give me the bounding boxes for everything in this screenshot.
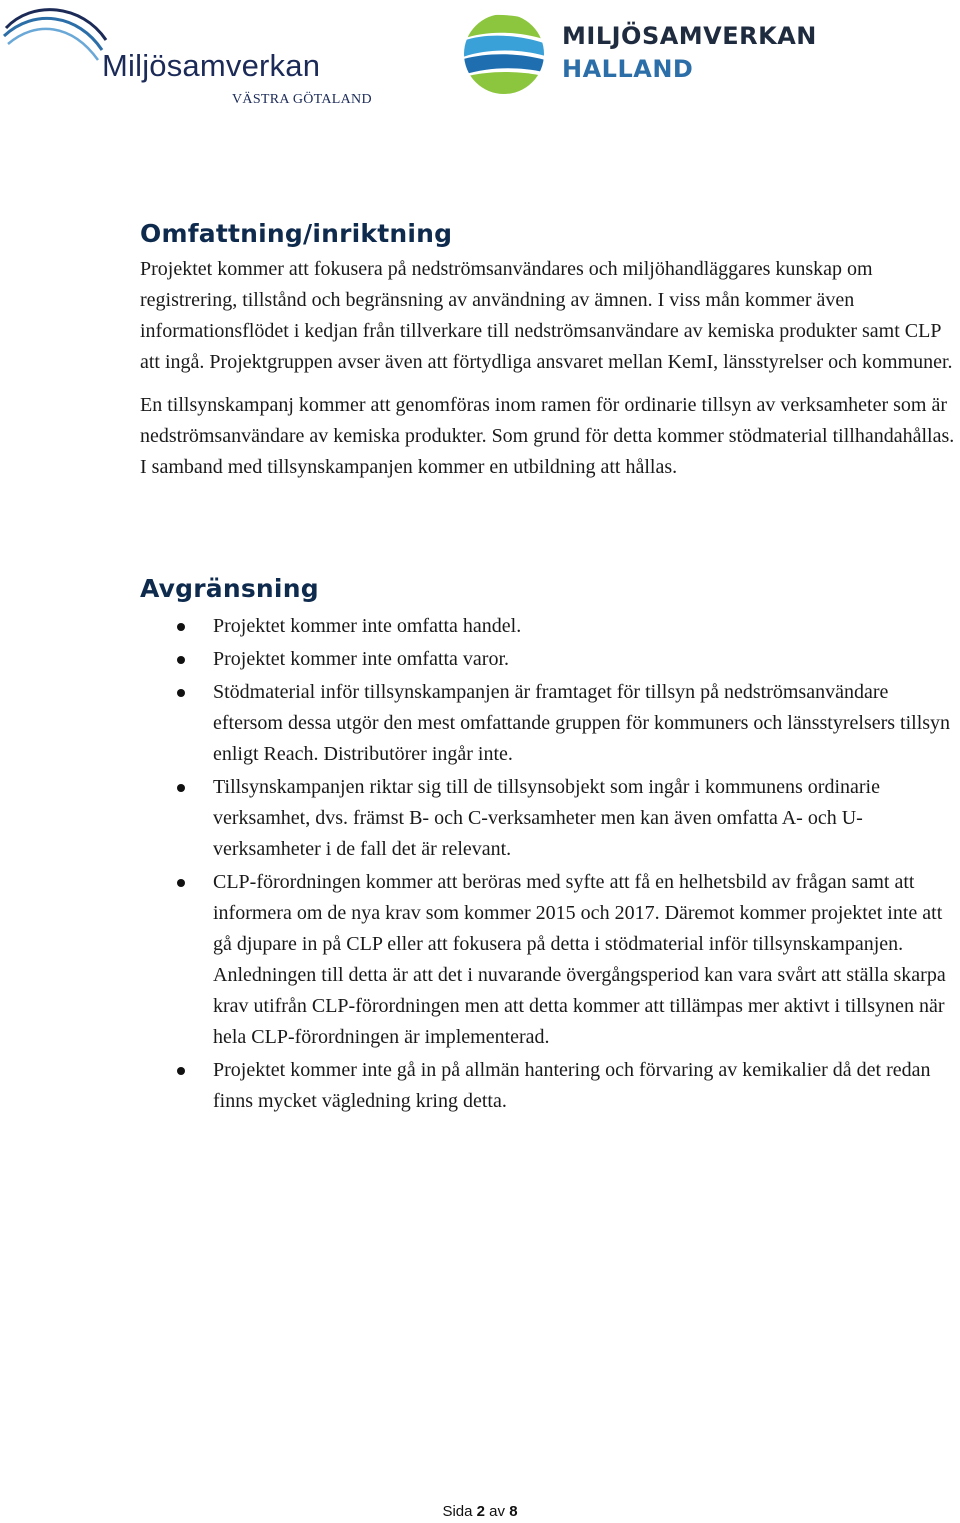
logo-miljosamverkan-halland <box>460 12 820 96</box>
list-item <box>140 677 955 770</box>
list-item-text: CLP-förordningen kommer att beröras med syfte att få en helhetsbild av frågan samt att informera om de nya krav som kommer 2015 och 2017. Däremot kommer projektet inte att gå djupare in på CLP eller att fokusera på detta i stödmaterial inför tillsynskampanjen. Anledningen till detta är att det i nuvarande övergångsperiod kan vara svårt att ställa skarpa krav utifrån CLP-förordningen men att detta kommer att tillämpas mer aktivt i tillsynen när hela CLP-förordningen är implementerad. <box>213 871 946 1048</box>
bullet-icon <box>177 1067 185 1075</box>
list-item-text: Tillsynskampanjen riktar sig till de tillsynsobjekt som ingår i kommunens ordinarie verksamhet, dvs. främst B- och C-verksamheter men kan även omfatta A- och U-verksamheter i de fall det är relevant. <box>213 776 880 860</box>
list-item-text: Projektet kommer inte omfatta varor. <box>213 648 510 670</box>
list-item <box>140 1055 955 1117</box>
bullet-icon <box>177 656 185 664</box>
paragraph-omfattning-2: En tillsynskampanj kommer att genomföras inom ramen för ordinarie tillsyn av verksamheter som är nedströmsanvändare av kemiska produkter. Som grund för detta kommer stödmaterial tillhandahållas. I samband med tillsynskampanjen kommer en utbildning att hållas. <box>140 394 955 478</box>
list-item-text: Projektet kommer inte omfatta handel. <box>213 615 522 637</box>
logo-miljosamverkan-vastra-gotaland <box>2 4 382 108</box>
section-title-omfattning: Omfattning/inriktning <box>140 219 453 248</box>
document-body <box>140 216 955 1119</box>
list-item-text: Projektet kommer inte gå in på allmän hantering och förvaring av kemikalier då det redan finns mycket vägledning kring detta. <box>213 1059 931 1112</box>
avgransning-list <box>140 611 955 1117</box>
footer-separator: av <box>489 1503 506 1520</box>
logo-right-brand-line2: HALLAND <box>562 55 694 83</box>
page-number-footer <box>0 1503 960 1520</box>
list-item <box>140 644 955 675</box>
list-item-text: Stödmaterial inför tillsynskampanjen är framtaget för tillsyn på nedströmsanvändare eftersom dessa utgör den mest omfattande gruppen för kommuners och länsstyrelsers tillsyn enligt Reach. Distributörer ingår inte. <box>213 681 951 765</box>
footer-prefix: Sida <box>442 1503 473 1520</box>
list-item <box>140 611 955 642</box>
bullet-icon <box>177 879 185 887</box>
bullet-icon <box>177 689 185 697</box>
section-title-avgransning: Avgränsning <box>140 574 319 603</box>
bullet-icon <box>177 623 185 631</box>
logo-left-region: VÄSTRA GÖTALAND <box>232 92 372 107</box>
footer-total-pages: 8 <box>509 1503 518 1520</box>
list-item <box>140 772 955 865</box>
footer-current-page: 2 <box>476 1503 485 1520</box>
list-item <box>140 867 955 1053</box>
paragraph-omfattning-1: Projektet kommer att fokusera på nedströmsanvändares och miljöhandläggares kunskap om registrering, tillstånd och begränsning av användning av ämnen. I viss mån kommer även informationsflödet i kedjan från tillverkare till nedströmsanvändare av kemiska produkter samt CLP att ingå. Projektgruppen avser även att förtydliga ansvaret mellan KemI, länsstyrelser och kommuner. <box>140 258 953 373</box>
halland-emblem-icon <box>460 12 552 96</box>
bullet-icon <box>177 784 185 792</box>
logo-right-brand-line1: MILJÖSAMVERKAN <box>562 22 817 50</box>
logo-left-brand: Miljösamverkan <box>102 48 321 83</box>
